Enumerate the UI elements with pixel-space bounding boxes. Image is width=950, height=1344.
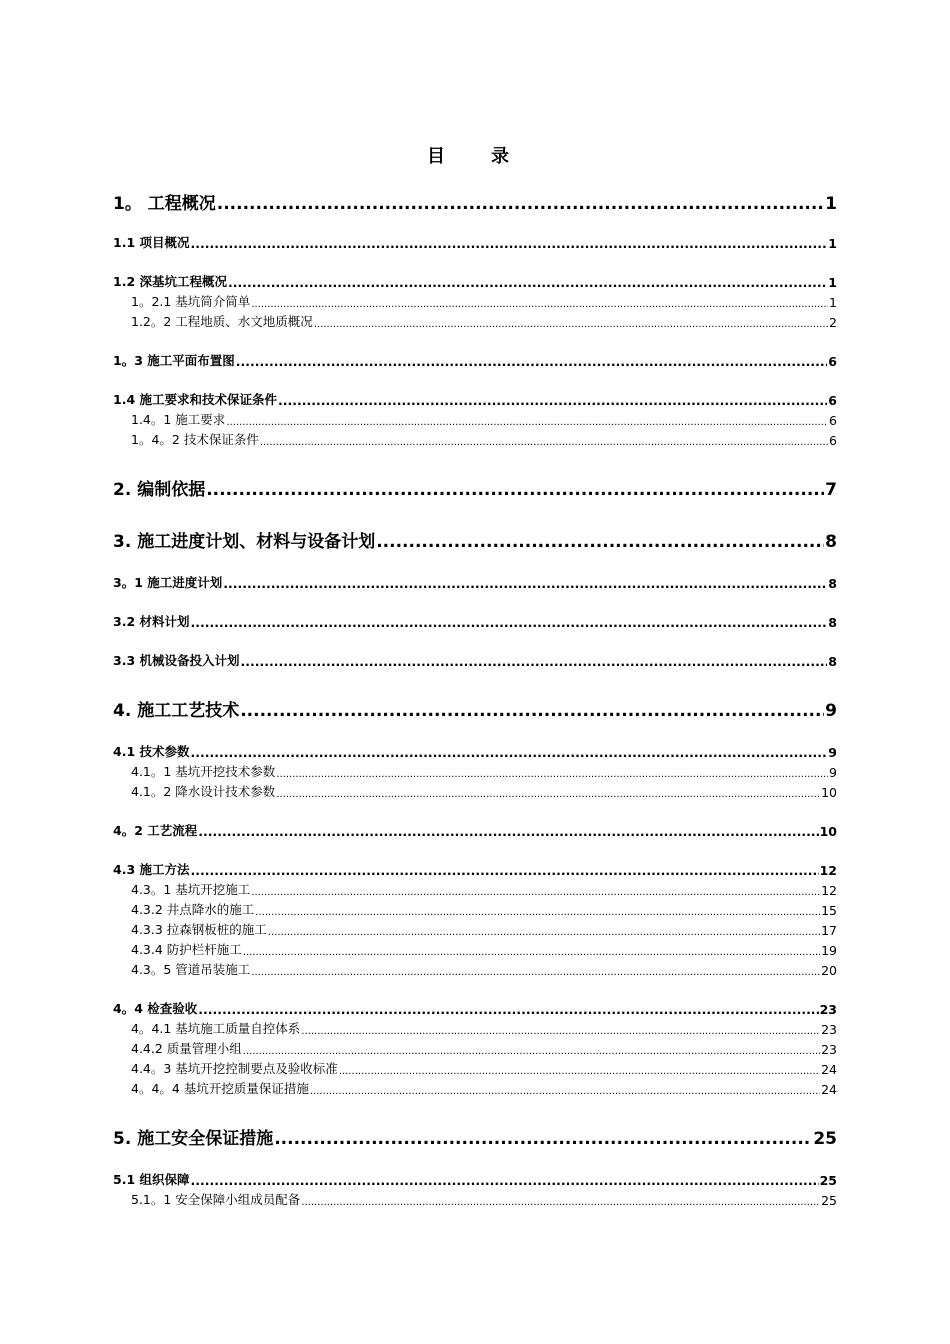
toc-entry[interactable] <box>113 762 837 780</box>
toc-leader-dots <box>276 769 828 780</box>
toc-entry-label: 4.3.2 井点降水的施工 <box>131 902 255 917</box>
toc-leader-dots <box>241 654 828 669</box>
toc-leader-dots <box>228 275 827 290</box>
toc-leader-dots <box>191 863 819 878</box>
toc-entry-page: 9 <box>825 701 837 721</box>
toc-entry-label: 4.4。3 基坑开挖控制要点及验收标准 <box>131 1061 338 1076</box>
toc-entry[interactable] <box>113 528 837 552</box>
toc-entry-label: 3.3 机械设备投入计划 <box>113 653 240 668</box>
toc-entry[interactable] <box>113 233 837 251</box>
toc-entry-label: 2. 编制依据 <box>113 480 206 500</box>
toc-entry[interactable] <box>113 920 837 938</box>
toc-leader-dots <box>301 1197 820 1208</box>
toc-entry[interactable] <box>113 1170 837 1188</box>
toc-entry[interactable] <box>113 1125 837 1149</box>
toc-entry[interactable] <box>113 1079 837 1097</box>
toc-leader-dots <box>251 299 828 310</box>
toc-leader-dots <box>243 947 820 958</box>
toc-leader-dots <box>255 907 820 918</box>
toc-entry-page: 19 <box>821 943 837 958</box>
toc-entry-label: 1.2 深基坑工程概况 <box>113 274 227 289</box>
toc-entry-page: 10 <box>819 824 837 839</box>
toc-entry-label: 4.1。2 降水设计技术参数 <box>131 784 276 799</box>
toc-entry[interactable] <box>113 651 837 669</box>
toc-entry-label: 1.1 项目概况 <box>113 235 190 250</box>
toc-leader-dots <box>191 1173 819 1188</box>
toc-entry[interactable] <box>113 1059 837 1077</box>
toc-entry-page: 12 <box>819 863 837 878</box>
toc-leader-dots <box>310 1086 820 1097</box>
toc-entry[interactable] <box>113 351 837 369</box>
toc-entry[interactable] <box>113 900 837 918</box>
toc-entry-page: 12 <box>821 883 837 898</box>
toc-entry-label: 1.4。1 施工要求 <box>131 412 226 427</box>
toc-entry-page: 20 <box>821 963 837 978</box>
toc-entry-label: 4。4 检查验收 <box>113 1001 198 1016</box>
toc-entry-page: 17 <box>821 923 837 938</box>
toc-entry-label: 5.1 组织保障 <box>113 1172 190 1187</box>
toc-leader-dots <box>276 789 820 800</box>
toc-entry-page: 1 <box>828 275 837 290</box>
toc-entry-label: 4.3.3 拉森钢板桩的施工 <box>131 922 267 937</box>
toc-entry[interactable] <box>113 860 837 878</box>
toc-entry-label: 4.1。1 基坑开挖技术参数 <box>131 764 276 779</box>
toc-entry[interactable] <box>113 782 837 800</box>
toc-entry-label: 4.4.2 质量管理小组 <box>131 1041 242 1056</box>
toc-entry[interactable] <box>113 573 837 591</box>
toc-entry-label: 4.3 施工方法 <box>113 862 190 877</box>
toc-leader-dots <box>268 927 820 938</box>
toc-entry-label: 4.3。5 管道吊装施工 <box>131 962 251 977</box>
toc-leader-dots <box>260 437 828 448</box>
toc-entry-page: 6 <box>829 413 837 428</box>
toc-entry[interactable] <box>113 476 837 500</box>
toc-entry[interactable] <box>113 292 837 310</box>
toc-entry-page: 6 <box>828 354 837 369</box>
toc-entry-page: 25 <box>819 1173 837 1188</box>
toc-title: 目 录 <box>427 146 523 167</box>
toc-leader-dots <box>226 417 828 428</box>
toc-entry[interactable] <box>113 821 837 839</box>
toc-leader-dots <box>278 393 827 408</box>
toc-leader-dots <box>223 576 827 591</box>
toc-entry-label: 4。4.1 基坑施工质量自控体系 <box>131 1021 301 1036</box>
toc-entry-page: 1 <box>828 236 837 251</box>
toc-entry[interactable] <box>113 1039 837 1057</box>
toc-leader-dots <box>251 887 820 898</box>
toc-entry-label: 3。1 施工进度计划 <box>113 575 223 590</box>
toc-entry-page: 25 <box>813 1129 837 1149</box>
toc-leader-dots <box>217 194 824 214</box>
toc-entry[interactable] <box>113 430 837 448</box>
toc-entry-page: 15 <box>821 903 837 918</box>
toc-entry-label: 3. 施工进度计划、材料与设备计划 <box>113 532 376 552</box>
toc-entry-label: 4. 施工工艺技术 <box>113 701 240 721</box>
toc-entry[interactable] <box>113 1190 837 1208</box>
toc-leader-dots <box>274 1129 812 1149</box>
toc-leader-dots <box>191 236 828 251</box>
toc-entry[interactable] <box>113 612 837 630</box>
toc-entry[interactable] <box>113 190 837 214</box>
toc-leader-dots <box>251 967 820 978</box>
toc-entry[interactable] <box>113 272 837 290</box>
toc-entry[interactable] <box>113 999 837 1017</box>
toc-leader-dots <box>198 824 818 839</box>
toc-leader-dots <box>376 532 824 552</box>
toc-entry-page: 1 <box>829 295 837 310</box>
toc-entry[interactable] <box>113 390 837 408</box>
toc-entry-page: 24 <box>821 1062 837 1077</box>
toc-entry-label: 1。4。2 技术保证条件 <box>131 432 259 447</box>
toc-entry[interactable] <box>113 960 837 978</box>
toc-entry[interactable] <box>113 940 837 958</box>
toc-entry-page: 8 <box>828 615 837 630</box>
toc-entry-page: 9 <box>828 745 837 760</box>
toc-entry-label: 4。2 工艺流程 <box>113 823 198 838</box>
toc-entry-page: 6 <box>829 433 837 448</box>
toc-entry-label: 1。 工程概况 <box>113 194 216 214</box>
toc-leader-dots <box>240 701 824 721</box>
toc-leader-dots <box>191 745 828 760</box>
toc-entry-label: 4.3.4 防护栏杆施工 <box>131 942 242 957</box>
toc-leader-dots <box>198 1002 818 1017</box>
toc-entry[interactable] <box>113 742 837 760</box>
toc-entry-label: 5. 施工安全保证措施 <box>113 1129 274 1149</box>
toc-entry[interactable] <box>113 697 837 721</box>
toc-entry[interactable] <box>113 1019 837 1037</box>
toc-entry-page: 23 <box>821 1042 837 1057</box>
toc-entry-label: 4.1 技术参数 <box>113 744 190 759</box>
toc-entry-page: 23 <box>821 1022 837 1037</box>
toc-entry-label: 3.2 材料计划 <box>113 614 190 629</box>
toc-leader-dots <box>339 1066 820 1077</box>
toc-entry[interactable] <box>113 410 837 428</box>
toc-entry-page: 8 <box>825 532 837 552</box>
toc-entry-label: 4。4。4 基坑开挖质量保证措施 <box>131 1081 309 1096</box>
toc-entry-page: 8 <box>828 576 837 591</box>
toc-entry-page: 8 <box>828 654 837 669</box>
toc-entry[interactable] <box>113 880 837 898</box>
toc-entry[interactable] <box>113 312 837 330</box>
toc-entry-page: 23 <box>819 1002 837 1017</box>
toc-entry-page: 7 <box>825 480 837 500</box>
toc-leader-dots <box>191 615 828 630</box>
toc-entry-page: 2 <box>829 315 837 330</box>
toc-leader-dots <box>301 1026 820 1037</box>
toc-entry-page: 10 <box>821 785 837 800</box>
toc-entry-label: 4.3。1 基坑开挖施工 <box>131 882 251 897</box>
toc-entry-label: 1。2.1 基坑简介简单 <box>131 294 251 309</box>
toc-leader-dots <box>236 354 828 369</box>
toc-entry-page: 1 <box>825 194 837 214</box>
toc-entry-label: 5.1。1 安全保障小组成员配备 <box>131 1192 301 1207</box>
toc-entry-page: 6 <box>828 393 837 408</box>
toc-leader-dots <box>314 319 828 330</box>
toc-entry-label: 1.4 施工要求和技术保证条件 <box>113 392 277 407</box>
toc-entry-page: 25 <box>821 1193 837 1208</box>
toc-leader-dots <box>206 480 824 500</box>
toc-entry-page: 24 <box>821 1082 837 1097</box>
toc-entry-label: 1.2。2 工程地质、水文地质概况 <box>131 314 313 329</box>
toc-entry-page: 9 <box>829 765 837 780</box>
toc-entry-label: 1。3 施工平面布置图 <box>113 353 235 368</box>
toc-leader-dots <box>243 1046 820 1057</box>
